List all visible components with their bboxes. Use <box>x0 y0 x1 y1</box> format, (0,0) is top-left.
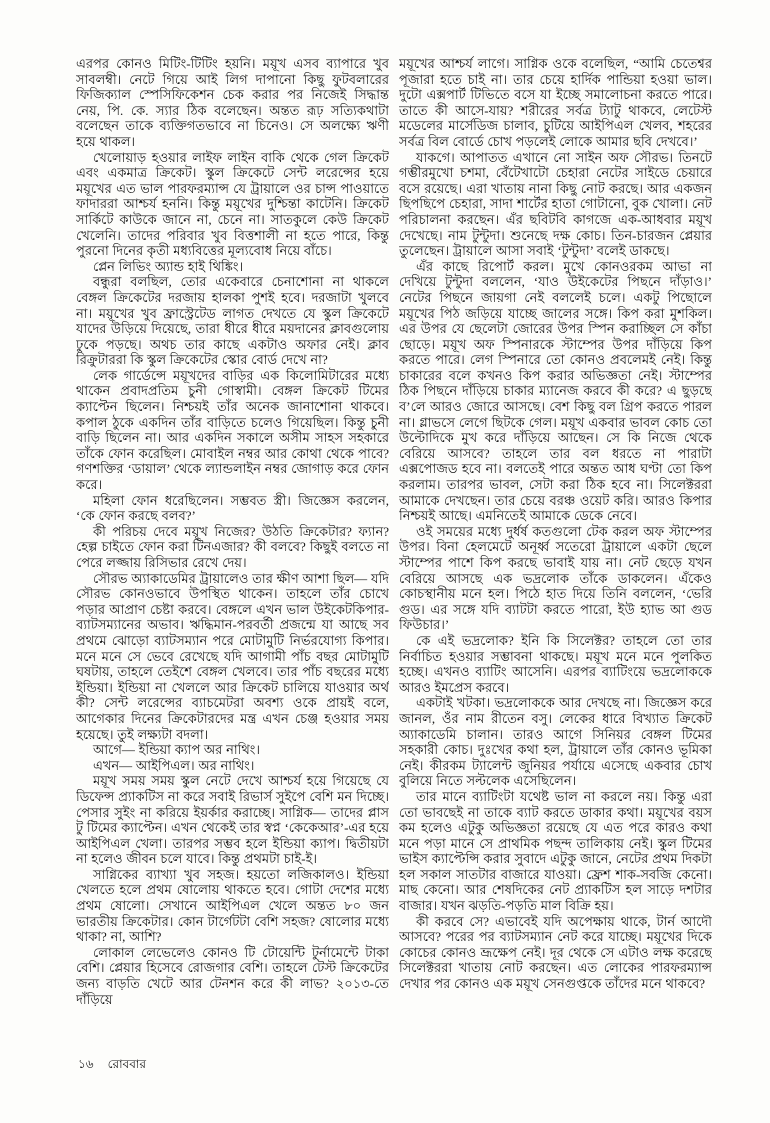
paragraph: লেক গার্ডেন্সে ময়ূখদের বাড়ির এক কিলোমিটারের মধ্যে থাকেন প্রবাদপ্রতিম চুনী গোস্বামী। বেঙ্গল ক্রিকেট টিমের ক্যাপ্টেন ছিলেন। নিশ্চয়ই তাঁর অনেক জানাশোনা থাকবে। কপাল ঠুকে একদিন তাঁর বাড়িতে চলেও গিয়েছিল। কিন্তু চুনী বাড়ি ছিলেন না। আর একদিন সকালে অসীম সাহস সহকারে তাঁকে ফোন করেছিল। মোবাইল নম্বর আর কোথা থেকে পাবে? গণশক্তির ‘ডায়াল’ থেকে ল্যান্ডলাইন নম্বর জোগাড় করে ফোন করে। <box>76 367 389 493</box>
paragraph: এঁর কাছে রিপোর্ট করল। মুখে কোনওরকম আভা না দেখিয়ে টুন্টুদা বললেন, ‘যাও উইকেটের পিছনে দাঁড়াও।’ নেটের পিছনে জায়গা নেই বললেই চলে। একটু পিছোলে ময়ূখের পিঠ জড়িয়ে যাচ্ছে জালের সঙ্গে। কিপ করা মুশকিল। এর উপর যে ছেলেটা জোরের উপর স্পিন করাচ্ছিল সে কাঁচা ছোড়ে। ময়ূখ অফ স্পিনারকে স্টাম্পের উপর দাঁড়িয়ে কিপ করতে পারে। লেগ স্পিনারে তো কোনও প্রবলেমই নেই। কিন্তু চাকারের বলে কখনও কিপ করার অভিজ্ঞতা নেই। স্টাম্পের ঠিক পিছনে দাঁড়িয়ে চাকার ম্যানেজ করবে কী করে? এ ছুড়ছে ব’লে আরও জোরে আসছে। বেশ কিছু বল গ্রিপ করতে পারল না। গ্লাভসে লেগে ছিটকে গেল। ময়ূখ একবার ভাবল কোচ তো উল্টোদিকে মুখ করে দাঁড়িয়ে আছেন। সে কি নিজে থেকে বেরিয়ে আসবে? তাহলে তার বল ধরতে না পারাটা এক্সপোজড হবে না। বলতেই পারে অন্তত আধ ঘণ্টা তো কিপ করলাম। তারপর ভাবল, সেটা করা ঠিক হবে না। সিলেক্টররা আমাকে দেখছেন। তার চেয়ে বরঞ্চ ওয়েট করি। আরও কিপার নিশ্চয়ই আছে। এমনিতেই আমাকে ডেকে নেবে। <box>399 258 712 524</box>
paragraph: এখন— আইপিএল। অর নাথিং। <box>93 757 255 773</box>
paragraph: এরপর কোনও মিটিং-টিটিং হয়নি। ময়ূখ এসব ব্যাপারে খুব সাবলম্বী। নেটে গিয়ে আই লিগ দাপানো কিছু ফুটবলারের ফিজিক্যাল স্পেসিফিকেশন চেক করার পর নিজেই সিদ্ধান্ত নেয়, পি. কে. স্যার ঠিক বলেছেন। অন্তত রূঢ় সত্যিকথাটা বলেছেন তাকে ব্যক্তিগতভাবে না চিনেও। সে অলক্ষ্যে ঋণী হয়ে থাকল। <box>76 56 389 149</box>
text-columns <box>76 56 712 1058</box>
paragraph: ময়ূখ সময় সময় স্কুল নেটে দেখে আশ্চর্য হয়ে গিয়েছে যে ডিফেন্স প্র্যাকটিস না করে সবাই রিভার্স সুইপে বেশি মন দিচ্ছে। পেসার সুইং না করিয়ে ইয়র্কার করাচ্ছে। সাগ্নিক— তাদের প্লাস টু টিমের ক্যাপ্টেন। এখন থেকেই তার স্বপ্ন ‘কেকেআর’-এর হয়ে আইপিএল খেলা। তারপর সম্ভব হলে ইন্ডিয়া ক্যাপ। দ্বিতীয়টা না হলেও জীবন চলে যাবে। কিন্তু প্রথমটা চাই-ই। <box>76 773 389 867</box>
page-footer <box>78 1056 146 1076</box>
left-column <box>76 56 389 1058</box>
paragraph: আগে— ইন্ডিয়া ক্যাপ অর নাথিং। <box>93 742 260 758</box>
page-number: ১৬ <box>78 1057 94 1071</box>
paragraph: যাকগে। আপাতত এখানে নো সাইন অফ সৌরভ। তিনটে গম্ভীরমুখো চশমা, বেঁটেখাটো চেহারা নেটের সাইডে চেয়ারে বসে রয়েছে। এরা খাতায় নানা কিছু নোট করছে। আর একজন ছিপছিপে চেহারা, সাদা শার্টের হাতা গোটানো, বুক খোলা। নেট পরিচালনা করছেন। এঁর ছবিটবি কাগজে এক-আধবার ময়ূখ দেখেছে। নাম টুন্টুদা। শুনেছে দক্ষ কোচ। তিন-চারজন প্লেয়ার তুলেছেন। ট্রায়ালে আসা সবাই ‘টুন্টুদা’ বলেই ডাকছে। <box>399 149 712 259</box>
paragraph: প্লেন লিভিং অ্যান্ড হাই থিঙ্কিং। <box>93 258 244 274</box>
paragraph: মহিলা ফোন ধরেছিলেন। সম্ভবত স্ত্রী। জিজ্ঞেস করলেন, ‘কে ফোন করছে বলব?’ <box>76 492 389 524</box>
paragraph: সাগ্নিকের ব্যাখ্যা খুব সহজ। হয়তো লজিকালও। ইন্ডিয়া খেলতে হলে প্রথম ষোলোয় থাকতে হবে। গোটা দেশের মধ্যে প্রথম ষোলো। সেখানে আইপিএল খেলে অন্তত ৮০ জন ভারতীয় ক্রিকেটার। কোন টার্গেটটা বেশি সহজ? ষোলোর মধ্যে থাকা? না, আশি? <box>76 866 389 945</box>
magazine-title: রোববার <box>107 1057 146 1071</box>
paragraph: তার মানে ব্যাটিংটা যথেষ্ট ভাল না করলে নয়। কিন্তু এরা তো ভাবছেই না তাকে ব্যাট করতে ডাকার কথা। ময়ূখের বয়স কম হলেও এটুকু অভিজ্ঞতা রয়েছে যে এত পরে কারও কথা মনে পড়া মানে সে প্রাথমিক পছন্দ তালিকায় নেই। স্কুল টিমের ভাইস ক্যাপ্টেন্সি করার সুবাদে এটুকু জানে, নেটের প্রথম দিকটা হল সকাল সাতটার বাজারে যাওয়া। ফ্রেশ শাক-সবজি কেনো। মাছ কেনো। আর শেষদিকের নেট প্র্যাকটিস হল সাড়ে দশটার বাজার। যখন ঝড়তি-পড়তি মাল বিক্রি হয়। <box>399 788 712 914</box>
paragraph: কী করবে সে? এভাবেই যদি অপেক্ষায় থাকে, টার্ন আদৌ আসবে? পরের পর ব্যাটসম্যান নেট করে যাচ্ছে। ময়ূখের দিকে কোচের কোনও ভ্রূক্ষেপ নেই। দূর থেকে সে এটাও লক্ষ করেছে সিলেক্টররা খাতায় নোট করছেন। এত লোকের পারফরম্যান্স দেখার পর কোনও এক ময়ূখ সেনগুপ্তকে তাঁদের মনে থাকবে? <box>399 913 712 992</box>
paragraph: ময়ূখের আশ্চর্য লাগে। সাগ্নিক ওকে বলেছিল, “আমি চেতেশ্বর পূজারা হতে চাই না। তার চেয়ে হার্দিক পান্ডিয়া হওয়া ভাল। দুটো এক্সপার্ট টিভিতে বসে যা ইচ্ছে সমালোচনা করতে পারে। তাতে কী আসে-যায়? শরীরের সর্বত্র ট্যাটু থাকবে, লেটেস্ট মডেলের মার্সেডিজ চালাব, চুটিয়ে আইপিএল খেলব, শহরের সর্বত্র বিল বোর্ডে চোখ পড়লেই লোকে আমার ছবি দেখবে।’ <box>399 56 712 149</box>
paragraph: কী পরিচয় দেবে ময়ূখ নিজের? উঠতি ক্রিকেটার? ফ্যান? হেল্প চাইতে ফোন করা টিনএজার? কী বলবে? কিছুই বলতে না পেরে লজ্জায় রিসিভার রেখে দেয়। <box>76 523 389 570</box>
paragraph: সৌরভ অ্যাকাডেমির ট্রায়ালেও তার ক্ষীণ আশা ছিল— যদি সৌরভ কোনওভাবে উপস্থিত থাকেন। তাহলে তাঁর চোখে পড়ার আপ্রাণ চেষ্টা করবে। বেঙ্গলে এখন ভাল উইকেটকিপার-ব্যাটসম্যানের অভাব। ঋদ্ধিমান-পরবর্তী প্রজন্মে যা আছে সব প্রথমে ঝোড়ো ব্যাটসম্যান পরে মোটামুটি নির্ভরযোগ্য কিপার। মনে মনে সে ভেবে রেখেছে যদি আগামী পাঁচ বছর মোটামুটি ঘষটায়, তাহলে তেইশে বেঙ্গল খেলবে। তার পাঁচ বছরের মধ্যে ইন্ডিয়া। ইন্ডিয়া না খেললে আর ক্রিকেট চালিয়ে যাওয়ার অর্থ কী? সেন্ট লরেন্সের ব্যাচমেটরা অবশ্য ওকে প্রায়ই বলে, আগেকার দিনের ক্রিকেটারদের মন্ত্র এখন চেঞ্জ হওয়ার সময় হয়েছে। তুই লক্ষ্যটা বদলা। <box>76 570 389 742</box>
paragraph: লোকাল লেভেলেও কোনও টি টোয়েন্টি টুর্নামেন্টে টাকা বেশি। প্লেয়ার হিসেবে রোজগার বেশি। তাহলে টেস্ট ক্রিকেটের জন্য বাড়তি খেটে আর টেনশন করে কী লাভ? ২০১৩-তে দাঁড়িয়ে <box>76 944 389 1007</box>
paragraph: একটাই খটকা। ভদ্রলোককে আর দেখছে না। জিজ্ঞেস করে জানল, ওঁর নাম রীতেন বসু। লেকের ধারে বিখ্যাত ক্রিকেট অ্যাকাডেমি চালান। তারও আগে সিনিয়র বেঙ্গল টিমের সহকারী কোচ। দুঃখের কথা হল, ট্রায়ালে তাঁর কোনও ভূমিকা নেই। কীরকম ট্যালেন্ট জুনিয়র পর্যায়ে এসেছে একবার চোখ বুলিয়ে নিতে সল্টলেক এসেছিলেন। <box>399 695 712 789</box>
paragraph: ওই সময়ের মধ্যে দুর্ধর্ষ কতগুলো টেক করল অফ স্টাম্পের উপর। বিনা হেলমেটে অনূর্ধ্ব সতেরো ট্রায়ালে একটা ছেলে স্টাম্পের পাশে কিপ করছে ভাবাই যায় না। নেট ছেড়ে যখন বেরিয়ে আসছে এক ভদ্রলোক তাঁকে ডাকলেন। এঁকেও কোচস্থানীয় মনে হল। পিঠে হাত দিয়ে তিনি বললেন, ‘ভেরি গুড। এর সঙ্গে যদি ব্যাটটা করতে পারো, ইউ হ্যাভ আ গুড ফিউচার।’ <box>399 523 712 633</box>
right-column <box>399 56 712 1058</box>
paragraph: বন্ধুরা বলছিল, তোর একেবারে চেনাশোনা না থাকলে বেঙ্গল ক্রিকেটের দরজায় হালকা পুশই হবে। দরজাটা খুলবে না। ময়ূখের খুব ফ্রাস্ট্রেটেড লাগত দেখতে যে স্কুল ক্রিকেটে যাদের উড়িয়ে দিয়েছে, তারা ধীরে ধীরে ময়দানের ক্লাবগুলোয় ঢুকে পড়ছে। অথচ তার কাছে একটাও অফার নেই। ক্লাব রিক্রুটাররা কি স্কুল ক্রিকেটের স্কোর বোর্ড দেখে না? <box>76 274 389 368</box>
paragraph: কে এই ভদ্রলোক? ইনি কি সিলেক্টর? তাহলে তো তার নির্বাচিত হওয়ার সম্ভাবনা থাকছে। ময়ূখ মনে মনে পুলকিত হচ্ছে। এখনও ব্যাটিং আসেনি। এরপর ব্যাটিংয়ে ভদ্রলোককে আরও ইমপ্রেস করবে। <box>399 632 712 695</box>
paragraph: খেলোয়াড় হওয়ার লাইফ লাইন বাকি থেকে গেল ক্রিকেট এবং একমাত্র ক্রিকেট। স্কুল ক্রিকেটে সেন্ট লরেন্সের হয়ে ময়ূখের এত ভাল পারফরম্যান্স যে ট্রায়ালে ওর চান্স পাওয়াতে ফাদাররা আশ্চর্য হননি। কিন্তু ময়ূখের দুশ্চিন্তা কাটেনি। ক্রিকেট সার্কিটে কাউকে জানে না, চেনে না। সাতকুলে কেউ ক্রিকেট খেলেনি। তাদের পরিবার খুব বিত্তশালী না হতে পারে, কিন্তু পুরনো দিনের কৃতী মধ্যবিত্তের মূল্যবোধ নিয়ে বাঁচে। <box>76 149 389 259</box>
